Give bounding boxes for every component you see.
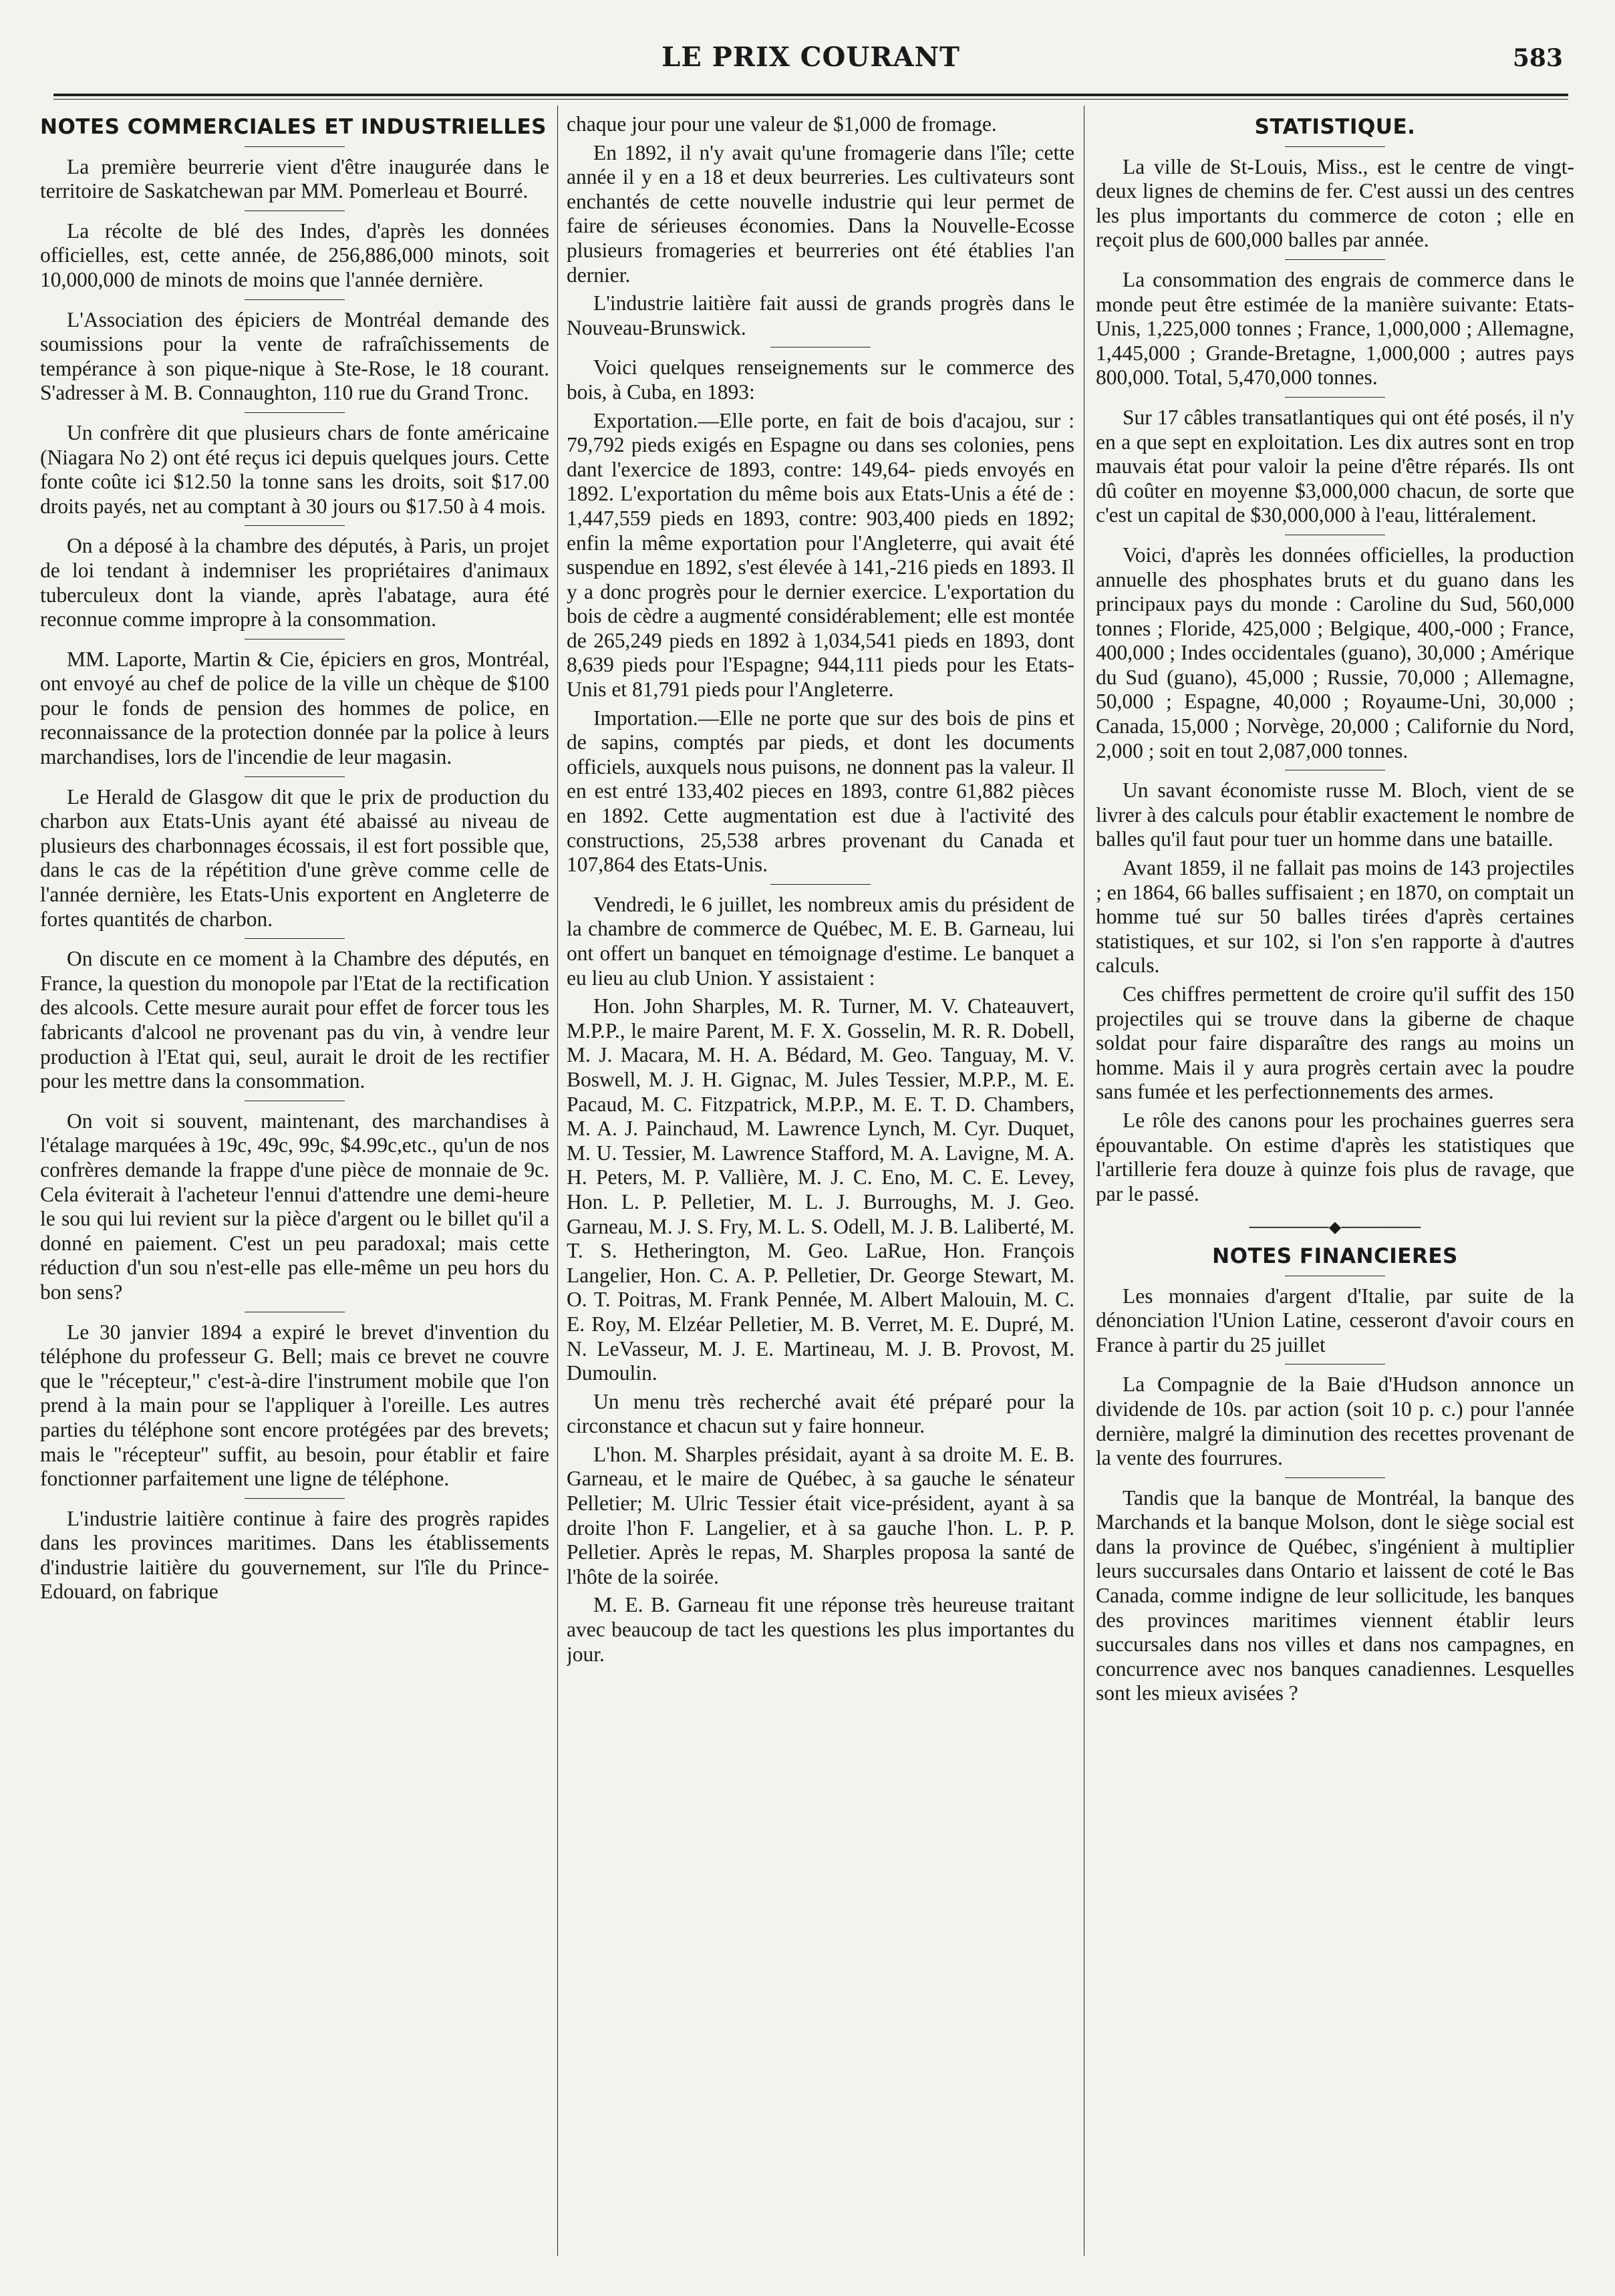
article-paragraph: Sur 17 câbles transatlantiques qui ont été posés, il n'y en a que sept en exploitation. Les dix autres sont en trop mauvais état pour valoir la peine d'être réparés. Ils ont dû coûter en moyenne $3,000,000 chacun, de sorte que c'est un capital de $30,000,000 à l'eau, littéralement. (1096, 405, 1574, 527)
column-divider (557, 106, 558, 2256)
article-paragraph: Le 30 janvier 1894 a expiré le brevet d'invention du téléphone du professeur G. Bell; mais ce brevet ne couvre que le "récepteur," c'est-à-dire l'instrument mobile que l'on prend à la main pour se l'appliquer à l'oreille. Les autres parties du téléphone sont encore protégées par des brevets; mais le "récepteur" suffit, au besoin, pour établir et faire fonctionner parfaitement une ligne de téléphone. (40, 1320, 549, 1491)
article-paragraph: L'industrie laitière fait aussi de grands progrès dans le Nouveau-Brunswick. (567, 291, 1074, 339)
article-paragraph: Le Herald de Glasgow dit que le prix de production du charbon aux Etats-Unis ayant été abaissé au niveau de plusieurs des charbonnages écossais, il est fort possible que, dans le cas de la répétition d'une grève comme celle de l'année dernière, les Etats-Unis exportent en Angleterre de fortes quantités de charbon. (40, 784, 549, 931)
separator (245, 776, 345, 777)
article-paragraph: La récolte de blé des Indes, d'après les données officielles, est, cette année, de 256,886,000 minots, soit 10,000,000 de minots de moins que l'année dernière. (40, 219, 549, 291)
journal-title: LE PRIX COURANT (662, 41, 960, 73)
article-paragraph: Exportation.—Elle porte, en fait de bois d'acajou, sur : 79,792 pieds exigés en Espagne ou dans ses colonies, pens dant l'exercice de 1893, contre: 149,64- pieds envoyés en 1892. L'exportation du même bois aux Etats-Unis a été de : 1,447,559 pieds en 1893, contre: 903,400 pieds en 1892; enfin la même exportation pour l'Angleterre, qui avait été suspendue en 1892, s'est élevée à 141,-216 pieds en 1893. Il y a donc progrès pour le dernier exercice. L'exportation du bois de cèdre a augmenté considérablement; elle est montée de 265,249 pieds en 1892 à 1,034,541 pieds en 1893, dont 8,639 pieds pour l'Espagne; 944,111 pieds pour les Etats-Unis et 81,791 pieds pour l'Angleterre. (567, 408, 1074, 702)
separator (245, 938, 345, 939)
article-paragraph: Les monnaies d'argent d'Italie, par suite de la dénonciation l'Union Latine, cesseront d'avoir cours en France à partir du 25 juillet (1096, 1284, 1574, 1356)
article-paragraph: Voici, d'après les données officielles, la production annuelle des phosphates bruts et du guano dans les principaux pays du monde : Caroline du Sud, 560,000 tonnes ; Floride, 425,000 ; Belgique, 400,-000 ; France, 400,000 ; Indes occidentales (guano), 30,000 ; Amérique du Sud (guano), 45,000 ; Russie, 70,000 ; Allemagne, 50,000 ; Espagne, 40,000 ; Royaume-Uni, 30,000 ; Canada, 15,000 ; Norvège, 20,000 ; Californie du Nord, 2,000 ; soit en tout 2,087,000 tonnes. (1096, 543, 1574, 762)
article-paragraph: La ville de St-Louis, Miss., est le centre de vingt-deux lignes de chemins de fer. C'est aussi un des centres les plus importants du commerce de coton ; elle en reçoit plus de 600,000 balles par année. (1096, 154, 1574, 252)
article-paragraph: La Compagnie de la Baie d'Hudson annonce un dividende de 10s. par action (soit 10 p. c.) pour l'année dernière, malgré la diminution des recettes provenant de la vente des fourrures. (1096, 1373, 1574, 1470)
separator (245, 210, 345, 211)
article-paragraph: Importation.—Elle ne porte que sur des bois de pins et de sapins, comptés par pieds, et dont les documents officiels, auxquels nous puisons, ne donnent pas la valeur. Il en est entré 133,402 pieces en 1893, contre 61,882 pièces en 1892. Cette augmentation est due à l'activité des constructions, 25,538 arbres provenant du Canada et 107,864 des Etats-Unis. (567, 706, 1074, 877)
section-title: STATISTIQUE. (1254, 115, 1416, 139)
column-3 (1096, 112, 1574, 2249)
article-paragraph: La consommation des engrais de commerce dans le monde peut être estimée de la manière suivante: Etats-Unis, 1,225,000 tonnes ; France, 1,000,000 ; Allemagne, 1,445,000 ; Grande-Bretagne, 1,000,000 ; autres pays 800,000. Total, 5,470,000 tonnes. (1096, 267, 1574, 390)
article-paragraph: Ces chiffres permettent de croire qu'il suffit des 150 projectiles qui se trouve dans la giberne de chaque soldat pour faire disparaître des rangs au moins un homme. Mais il y aura progrès certain avec la poudre sans fumée et les perfectionnements des armes. (1096, 982, 1574, 1104)
article-paragraph: M. E. B. Garneau fit une réponse très heureuse traitant avec beaucoup de tact les questions les plus importantes du jour. (567, 1593, 1074, 1666)
separator (245, 299, 345, 300)
article-paragraph: MM. Laporte, Martin & Cie, épiciers en gros, Montréal, ont envoyé au chef de police de la ville un chèque de $100 pour le fonds de pension des hommes de police, en reconnaissance de la protection donnée par la police à leurs marchandises, lors de l'incendie de leur magasin. (40, 647, 549, 769)
section-title: NOTES COMMERCIALES ET INDUSTRIELLES (40, 115, 547, 139)
separator (1285, 259, 1385, 260)
article-paragraph: chaque jour pour une valeur de $1,000 de fromage. (567, 112, 997, 136)
column-1 (40, 112, 549, 2249)
article-paragraph: La première beurrerie vient d'être inaugurée dans le territoire de Saskatchewan par MM. Pomerleau et Bourré. (40, 154, 549, 203)
separator (245, 1498, 345, 1499)
header-rule (53, 94, 1568, 96)
column-2 (567, 112, 1074, 2249)
article-paragraph: On a déposé à la chambre des députés, à Paris, un projet de loi tendant à indemniser les propriétaires d'animaux tuberculeux dont la viande, après l'abatage, aura été reconnue comme impropre à la consommation. (40, 534, 549, 631)
article-paragraph: L'industrie laitière continue à faire des progrès rapides dans les provinces maritimes. Dans les établissements d'industrie laitière du gouvernement, sur l'île du Prince-Edouard, on fabrique (40, 1506, 549, 1604)
separator (1285, 146, 1385, 147)
article-paragraph: On discute en ce moment à la Chambre des députés, en France, la question du monopole par l'Etat de la rectification des alcools. Cette mesure aurait pour effet de forcer tous les fabricants d'alcool ne provenant pas du vin, à vendre leur production à l'Etat qui, seul, aurait le droit de les rectifier pour les mettre dans la consommation. (40, 947, 549, 1093)
separator (1285, 1364, 1385, 1365)
article-paragraph: Avant 1859, il ne fallait pas moins de 143 projectiles ; en 1864, 66 balles suffisaient ; en 1870, on comptait un homme tué sur 50 balles tirées d'après certaines statistiques, et sur 102, si l'on s'en rapporte à d'autres calculs. (1096, 856, 1574, 978)
article-paragraph: Un menu très recherché avait été préparé pour la circonstance et chacun sut y faire honneur. (567, 1389, 1074, 1438)
section-title: NOTES FINANCIERES (1212, 1244, 1458, 1268)
separator (245, 412, 345, 413)
article-paragraph: Hon. John Sharples, M. R. Turner, M. V. Chateauvert, M.P.P., le maire Parent, M. F. X. Gosselin, M. R. R. Dobell, M. J. Macara, M. H. A. Bédard, M. Geo. Tanguay, M. V. Boswell, M. J. H. Gignac, M. Jules Tessier, M.P.P., M. E. Pacaud, M. C. Fitzpatrick, M.P.P., M. E. T. D. Chambers, M. A. J. Painchaud, M. Lawrence Lynch, M. Cyr. Duquet, M. U. Tessier, M. Lawrence Stafford, M. A. Lavigne, M. A. H. Peters, M. P. Vallière, M. J. C. Eno, M. C. E. Levey, Hon. L. P. Pelletier, M. L. J. Burroughs, M. J. Geo. Garneau, M. J. S. Fry, M. L. S. Odell, M. J. B. Laliberté, M. T. S. Hetherington, M. Geo. LaRue, Hon. François Langelier, Hon. C. A. P. Pelletier, Dr. George Stewart, M. O. T. Poitras, M. Frank Pennée, M. Albert Malouin, M. C. E. Roy, M. Elzéar Pelletier, M. B. Verret, M. E. Dupré, M. N. LeVasseur, M. J. E. Martineau, M. J. B. Provost, M. Dumoulin. (567, 994, 1074, 1385)
article-paragraph: Vendredi, le 6 juillet, les nombreux amis du président de la chambre de commerce de Québec, M. E. B. Garneau, lui ont offert un banquet en témoignage d'estime. Le banquet a eu lieu au club Union. Y assistaient : (567, 892, 1074, 990)
article-paragraph: L'hon. M. Sharples présidait, ayant à sa droite M. E. B. Garneau, et le maire de Québec, à sa gauche le sénateur Pelletier; M. Ulric Tessier était vice-président, ayant à sa droite l'hon F. Langelier, et à sa gauche l'hon. L. P. P. Pelletier. Après le repas, M. Sharples proposa la santé de l'hôte de la soirée. (567, 1442, 1074, 1588)
separator (1285, 397, 1385, 398)
separator (245, 525, 345, 526)
separator (1285, 1477, 1385, 1478)
separator (770, 884, 871, 885)
article-paragraph: On voit si souvent, maintenant, des marchandises à l'étalage marquées à 19c, 49c, 99c, $4.99c,etc., qu'un de nos confrères demande la frappe d'une pièce de monnaie de 9c. Cela éviterait à l'acheteur l'ennui d'attendre une demi-heure le sou qui lui revient sur la pièce d'argent ou le billet qu'il a donné en paiement. C'est un peu paradoxal; mais cette réduction d'un sou n'est-elle pas elle-même un peu hors du bon sens? (40, 1109, 549, 1304)
ornament-divider: ───────◆─────── (1249, 1219, 1421, 1237)
article-paragraph: Tandis que la banque de Montréal, la banque des Marchands et la banque Molson, dont le siège social est dans la province de Québec, s'ingénient à multiplier leurs succursales dans Ontario et laissent de coté le Bas Canada, comme indigne de leur sollicitude, les banques des provinces maritimes viennent établir leurs succursales dans nos villes et dans nos campagnes, en concurrence avec nos banques canadiennes. Lesquelles sont les mieux avisées ? (1096, 1485, 1574, 1705)
page-header (53, 32, 1568, 86)
article-paragraph: Un confrère dit que plusieurs chars de fonte américaine (Niagara No 2) ont été reçus ici depuis quelques jours. Cette fonte coûte ici $12.50 la tonne sans les droits, soit $17.00 droits payés, net au comptant à 30 jours ou $17.50 à 4 mois. (40, 420, 549, 518)
article-paragraph: En 1892, il n'y avait qu'une fromagerie dans l'île; cette année il y en a 18 et deux beurreries. Les cultivateurs sont enchantés de cette nouvelle industrie qui leur permet de faire de sérieuses économies. Dans la Nouvelle-Ecosse plusieurs fromageries et beurreries ont été établies l'an dernier. (567, 140, 1074, 287)
separator (245, 146, 345, 147)
article-paragraph: Voici quelques renseignements sur le commerce des bois, à Cuba, en 1893: (567, 355, 1074, 404)
header-rule-thin (53, 99, 1568, 100)
article-paragraph: Le rôle des canons pour les prochaines guerres sera épouvantable. On estime d'après les statistiques que l'artillerie fera douze à quinze fois plus de ravage, que par le passé. (1096, 1108, 1574, 1205)
article-paragraph: Un savant économiste russe M. Bloch, vient de se livrer à des calculs pour établir exactement le nombre de balles qu'il faut pour tuer un homme dans une bataille. (1096, 778, 1574, 851)
page-number: 583 (1512, 44, 1563, 72)
article-paragraph: L'Association des épiciers de Montréal demande des soumissions pour la vente de rafraîchissements de tempérance à son pique-nique à Ste-Rose, le 18 courant. S'adresser à M. B. Connaughton, 110 rue du Grand Tronc. (40, 307, 549, 405)
